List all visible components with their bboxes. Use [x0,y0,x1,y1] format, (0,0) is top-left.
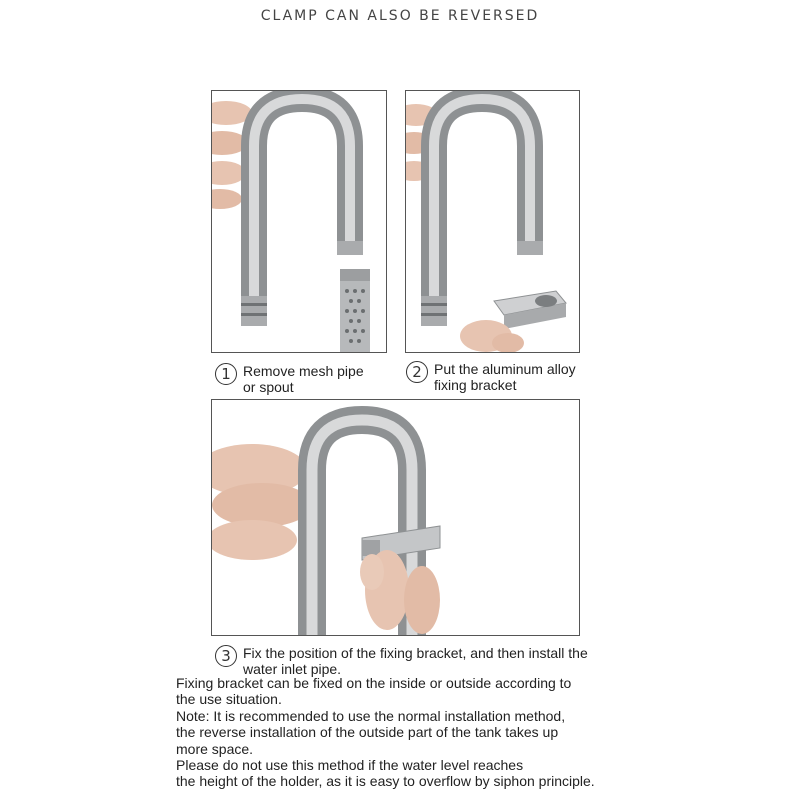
note-line: more space. [176,740,254,757]
step-2-line-1: Put the aluminum alloy [434,361,576,377]
step-3-line-2: water inlet pipe. [243,661,342,677]
step-1-number: 1 [215,363,237,385]
installation-notes [176,675,666,790]
photo-fix-bracket [211,399,580,636]
bracket-illustration [406,91,579,352]
step-2-number: 2 [406,361,428,383]
step-3 [215,645,635,677]
photo-remove-mesh-pipe [211,90,387,353]
step-2 [406,361,606,393]
note-line: the use situation. [176,691,282,708]
fix-bracket-illustration [212,400,579,635]
note-line: the height of the holder, as it is easy to overflow by siphon principle. [176,773,595,790]
u-pipe-illustration [212,91,386,352]
step-3-line-1: Fix the position of the fixing bracket, and then install the [243,645,588,661]
step-2-line-2: fixing bracket [434,377,517,393]
photo-put-bracket [405,90,580,353]
step-1 [215,363,390,395]
page-title: CLAMP CAN ALSO BE REVERSED [260,8,540,24]
note-line: Fixing bracket can be fixed on the inside or outside according to [176,675,572,691]
note-line: Please do not use this method if the water level reaches [176,757,524,774]
note-line: the reverse installation of the outside part of the tank takes up [176,724,559,741]
step-3-number: 3 [215,645,237,667]
step-1-line-1: Remove mesh pipe [243,363,364,379]
note-line: Note: It is recommended to use the normal installation method, [176,707,566,724]
step-1-line-2: or spout [243,379,294,395]
